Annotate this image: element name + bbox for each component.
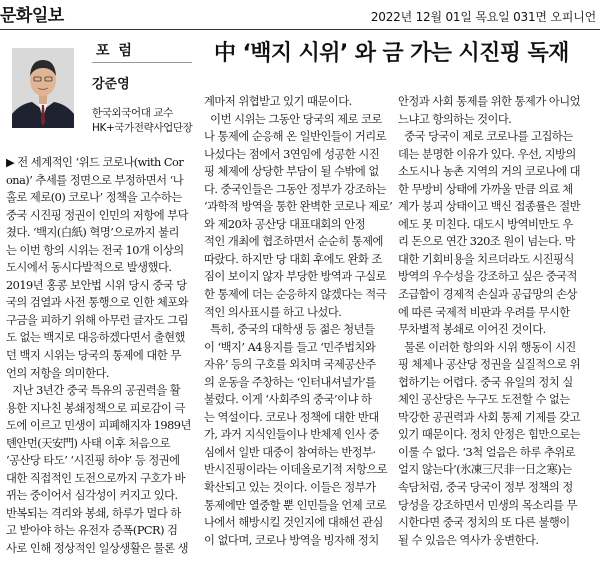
text-line: 도시에서 동시다발적으로 발생했다.: [6, 261, 172, 275]
text-line: 속담처럼, 중국 당국이 정부 정책의 정: [398, 481, 573, 495]
text-line: 중국 시진핑 정권이 인민의 저항에 부닥: [6, 208, 189, 222]
text-line: 는 역설이다. 코로나 정책에 대한 반대: [204, 410, 379, 424]
text-line: 가, 과거 지식인들이나 반체제 인사 중: [204, 428, 379, 442]
text-line: 용한 지나친 봉쇄정책으로 피로감이 극: [6, 401, 185, 415]
text-line: 뀌는 중이어서 심각성이 커지고 있다.: [6, 489, 178, 503]
text-line: 한 무방비 상태에 가까울 만큼 의료 체: [398, 182, 573, 196]
text-line: 계가 붕괴 상태이고 백신 접종률은 절반: [398, 200, 581, 214]
section-label: 포 럼: [96, 43, 134, 59]
text-line: 던 백지 시위는 당국의 통제에 대한 무: [6, 349, 181, 363]
text-line: 통제에만 열중할 뿐 인민들을 언제 코로: [204, 498, 387, 512]
text-line: 나 통제에 순응해 온 일반인들이 거리로: [204, 130, 387, 144]
text-line: 특히, 중국의 대학생 등 젊은 청년들: [204, 323, 375, 337]
text-line: ‘과학적 방역을 통한 완벽한 코로나 제로’: [204, 200, 393, 214]
author-position: HK+국가전략사업단장: [92, 122, 193, 134]
text-line: 체인 공산당은 누구도 도전할 수 없는: [398, 393, 570, 407]
text-line: 당성을 강조하면서 민생의 목소리를 무: [398, 498, 577, 512]
text-line: 국의 검열과 사전 통행으로 인한 체포와: [6, 296, 189, 310]
text-line: 도에 이르고 민생이 피폐해지자 1989년: [6, 419, 191, 433]
text-line: 따랐다. 하지만 당 대회 후에도 완화 조: [204, 252, 382, 266]
text-line: 지난 3년간 중국 특유의 공권력을 활: [6, 384, 181, 398]
text-line: 의 운동을 주창하는 ‘인터내셔널가’를: [204, 375, 376, 389]
text-line: 나섰다는 점에서 3연임에 성공한 시진: [204, 147, 380, 161]
text-line: 는 이번 항의 시위는 전국 10개 이상의: [6, 243, 184, 257]
text-line: 느냐고 항의하는 것이다.: [398, 112, 512, 126]
headline: 中 ‘백지 시위’ 와 금 가는 시진핑 독재: [214, 41, 569, 66]
newspaper-logo: 문화일보: [0, 6, 64, 26]
text-line: 와 제20차 공산당 대표대회의 안정: [204, 217, 366, 231]
text-line: 심에서 일반 대중이 참여하는 반정부·: [204, 445, 376, 459]
text-line: 안정과 사회 통제를 위한 통제가 아니었: [398, 95, 581, 108]
text-line: 나에서 해방시킬 것인지에 대해선 관심: [204, 516, 383, 530]
author-affiliation: 한국외국어대 교수: [92, 107, 173, 119]
text-line: 2019년 홍콩 보안법 시위 당시 중국 당: [6, 278, 187, 292]
author-name: 강준영: [92, 77, 130, 92]
text-line: 언의 저항을 의미한다.: [6, 366, 109, 380]
dateline: 2022년 12월 01일 목요일 031면 오피니언: [370, 10, 596, 24]
text-line: 적인 의사표시를 하고 나섰다.: [204, 305, 342, 319]
text-line: 사로 인해 정상적인 일상생활은 물론 생: [6, 542, 189, 556]
text-line: 불렀다. 이게 ‘사회주의 중국’이냐 하: [204, 393, 372, 407]
text-line: 구금을 피하기 위해 아무런 글자도 그림: [6, 313, 189, 327]
text-line: 리 돈으로 연간 320조 원이 넘는다. 막: [398, 235, 576, 249]
text-line: 협하기는 어렵다. 중국 유일의 정치 실: [398, 375, 573, 389]
text-line: 한 통제에 더는 순응하지 않겠다는 적극: [204, 288, 387, 302]
text-line: 홀로 제로(0) 코로나’ 정책을 고수하는: [6, 191, 182, 205]
text-line: 도 없는 백지로 대응하겠다면서 출현했: [6, 331, 185, 345]
column-3: [398, 93, 594, 549]
text-line: 톈안먼(天安門) 사태 이후 처음으로: [6, 436, 171, 450]
column-2: [204, 93, 394, 549]
author-box: [8, 40, 194, 158]
text-line: 고 받아야 하는 유전자 증폭(PCR) 검: [6, 524, 178, 538]
author-portrait-icon: [12, 48, 74, 128]
text-line: 대한 기회비용을 치르더라도 시진핑식: [398, 252, 574, 266]
masthead: [0, 0, 600, 30]
text-line: 이 없다며, 코로나 방역을 빙자해 정치: [204, 533, 379, 547]
text-line: 얼지 않는다’(氷凍三尺非一日之寒)는: [398, 463, 572, 477]
column-1: [6, 154, 196, 558]
text-line: 짐이 보이지 않자 부당한 방역과 구실로: [204, 270, 387, 284]
masthead-rule: [0, 29, 600, 30]
text-line: 핑 체제나 공산당 정권을 실질적으로 위: [398, 358, 581, 372]
text-line: 물론 이러한 항의와 시위 행동이 시진: [398, 340, 576, 354]
text-line: 있기 때문이다. 정치 안정은 힘만으로는: [398, 428, 581, 442]
text-line: 적인 개최에 협조하면서 순순히 통제에: [204, 235, 383, 249]
text-line: ‘공산당 타도’ ‘시진핑 하야’ 등 정권에: [6, 454, 180, 468]
text-line: 반시진핑이라는 이데올로기적 저항으로: [204, 463, 388, 477]
author-photo: [12, 48, 74, 128]
text-line: 이 ‘백지’ A4용지를 들고 ‘민주법치와: [204, 340, 376, 354]
text-line: ▶ 전 세계적인 ‘위드 코로나(with Cor: [6, 156, 184, 169]
text-line: 확산되고 있는 것이다. 이들은 정부가: [204, 481, 376, 495]
text-line: 중국 당국이 제로 코로나를 고집하는: [398, 130, 573, 144]
text-line: 막강한 공권력과 사회 통제 기제를 갖고: [398, 410, 581, 424]
text-line: 데는 분명한 이유가 있다. 우선, 지방의: [398, 147, 576, 161]
text-line: 소도시나 농촌 지역의 거의 코로나에 대: [398, 165, 581, 179]
text-line: 계마저 위협받고 있기 때문이다.: [204, 95, 352, 108]
text-line: 다. 중국인들은 그동안 정부가 강조하는: [204, 182, 387, 196]
text-line: 이번 시위는 그동안 당국의 제로 코로: [204, 112, 382, 126]
text-line: 시한다면 중국 정치의 또 다른 불행이: [398, 516, 570, 530]
text-line: 무차별적 봉쇄로 이어진 것이다.: [398, 323, 546, 337]
text-line: ona)’ 추세를 정면으로 부정하면서 ‘나: [6, 173, 184, 187]
text-line: 핑 체제에 상당한 부담이 될 수밖에 없: [204, 165, 379, 179]
text-line: 에 따른 국제적 비판과 우려를 무시한: [398, 305, 570, 319]
text-line: 쳤다. ‘백지(白紙) 혁명’으로까지 불리: [6, 226, 179, 240]
text-line: 이룰 수 없다. ‘3척 얼음은 하루 추위로: [398, 445, 576, 459]
text-line: 대한 직접적인 도전으로까지 구호가 바: [6, 471, 185, 485]
section-divider: [92, 62, 192, 63]
text-line: 반복되는 격리와 봉쇄, 하루가 멀다 하: [6, 506, 181, 520]
text-line: 될 수 있음은 역사가 웅변한다.: [398, 533, 539, 547]
text-line: 조급함이 경제적 손실과 공급망의 손상: [398, 288, 577, 302]
text-line: 에도 못 미친다. 대도시 방역비만도 우: [398, 217, 573, 231]
text-line: 자유’ 등의 구호를 외치며 국제공산주: [204, 358, 376, 372]
text-line: 방역의 우수성을 강조하고 싶은 중국적: [398, 270, 577, 284]
